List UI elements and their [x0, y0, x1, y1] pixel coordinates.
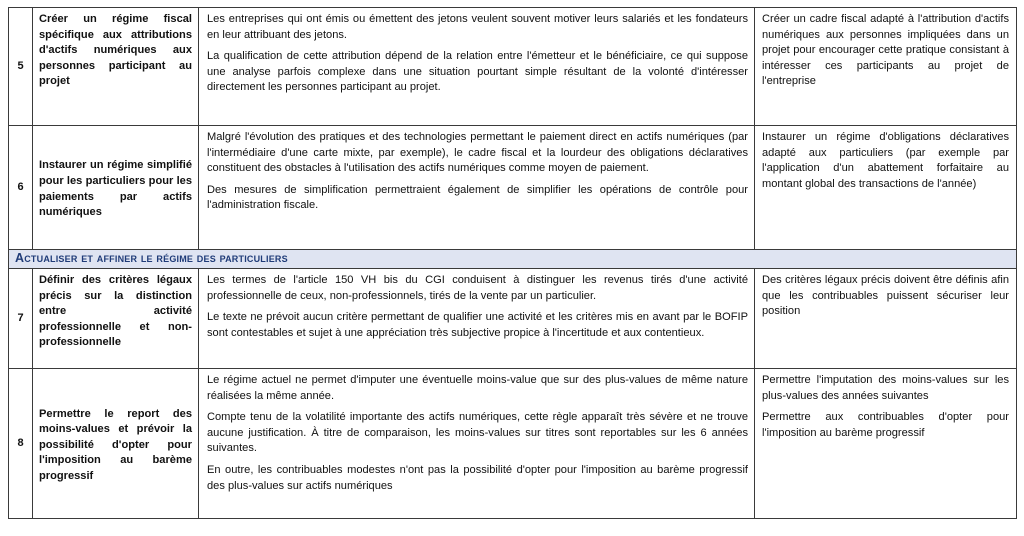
description-paragraph: Le régime actuel ne permet d'imputer une éventuelle moins-value que sur des plus-values de même nature réalisées la même année.	[207, 374, 748, 402]
row-objective: Créer un régime fiscal spécifique aux attributions d'actifs numériques aux personnes participant au projet	[33, 8, 199, 126]
row-proposal	[755, 269, 1017, 369]
row-description	[199, 269, 755, 369]
section-title: Actualiser et affiner le régime des particuliers	[9, 250, 1017, 269]
row-objective: Instaurer un régime simplifié pour les particuliers pour les paiements par actifs numériques	[33, 126, 199, 250]
description-paragraph: Les termes de l'article 150 VH bis du CGI conduisent à distinguer les revenus tirés d'une activité professionnelle de ceux, non-professionnels, tirés de la vente par un particulier.	[207, 274, 748, 302]
description-paragraph: Des mesures de simplification permettraient également de simplifier les opérations de contrôle pour l'administration fiscale.	[207, 183, 748, 212]
section-header-row	[9, 250, 1017, 269]
table-row	[9, 126, 1017, 250]
table-row	[9, 369, 1017, 519]
table-row	[9, 269, 1017, 369]
row-description	[199, 126, 755, 250]
row-description	[199, 8, 755, 126]
row-proposal	[755, 126, 1017, 250]
description-paragraph: Malgré l'évolution des pratiques et des technologies permettant le paiement direct en actifs numériques (par l'intermédiaire d'une carte mixte, par exemple), le cadre fiscal et la lourdeur des obligations déclaratives constituent des obstacles à l'utilisation des actifs numériques comme moyen de paiement.	[207, 131, 748, 175]
row-proposal	[755, 8, 1017, 126]
row-objective: Permettre le report des moins-values et prévoir la possibilité d'opter pour l'imposition au barème progressif	[33, 369, 199, 519]
proposal-paragraph: Créer un cadre fiscal adapté à l'attribution d'actifs numériques aux personnes impliquées dans un projet pour encourager cette pratique consistant à intéresser ces participants au projet de l'entreprise	[762, 13, 1009, 88]
description-paragraph: Les entreprises qui ont émis ou émettent des jetons veulent souvent motiver leurs salariés et les fondateurs en leur attribuant des jetons.	[207, 13, 748, 41]
description-paragraph: Le texte ne prévoit aucun critère permettant de qualifier une activité et les critères mis en avant par le BOFIP sont contestables et sujet à une appréciation très subjective propice à l'incertitude et aux contentieux.	[207, 311, 748, 339]
recommendations-table	[8, 7, 1017, 519]
table-row	[9, 8, 1017, 126]
proposal-paragraph: Instaurer un régime d'obligations déclaratives adapté aux particuliers (par exemple par l'application d'un abattement forfaitaire au montant global des transactions de l'année)	[762, 131, 1009, 190]
description-paragraph: La qualification de cette attribution dépend de la relation entre l'émetteur et le bénéficiaire, ce qui suppose une analyse parfois complexe dans une situation pourtant simple résultant de la volonté d'intéresser directement les personnes participant au projet.	[207, 50, 748, 94]
description-paragraph: Compte tenu de la volatilité importante des actifs numériques, cette règle apparaît très sévère et ne trouve aucune justification. À titre de comparaison, les moins-values sur titres sont reportables sur les 6 années suivantes.	[207, 411, 748, 455]
proposal-paragraph: Des critères légaux précis doivent être définis afin que les contribuables puissent sécuriser leur position	[762, 274, 1009, 318]
row-number: 5	[9, 8, 33, 126]
row-number: 7	[9, 269, 33, 369]
row-objective: Définir des critères légaux précis sur la distinction entre activité professionnelle et non-professionnelle	[33, 269, 199, 369]
description-paragraph: En outre, les contribuables modestes n'ont pas la possibilité d'opter pour l'imposition au barème progressif des plus-values sur actifs numériques	[207, 463, 748, 492]
row-number: 8	[9, 369, 33, 519]
row-number: 6	[9, 126, 33, 250]
proposal-paragraph: Permettre l'imputation des moins-values sur les plus-values des années suivantes	[762, 374, 1009, 402]
row-description	[199, 369, 755, 519]
proposal-paragraph: Permettre aux contribuables d'opter pour l'imposition au barème progressif	[762, 411, 1009, 439]
row-proposal	[755, 369, 1017, 519]
